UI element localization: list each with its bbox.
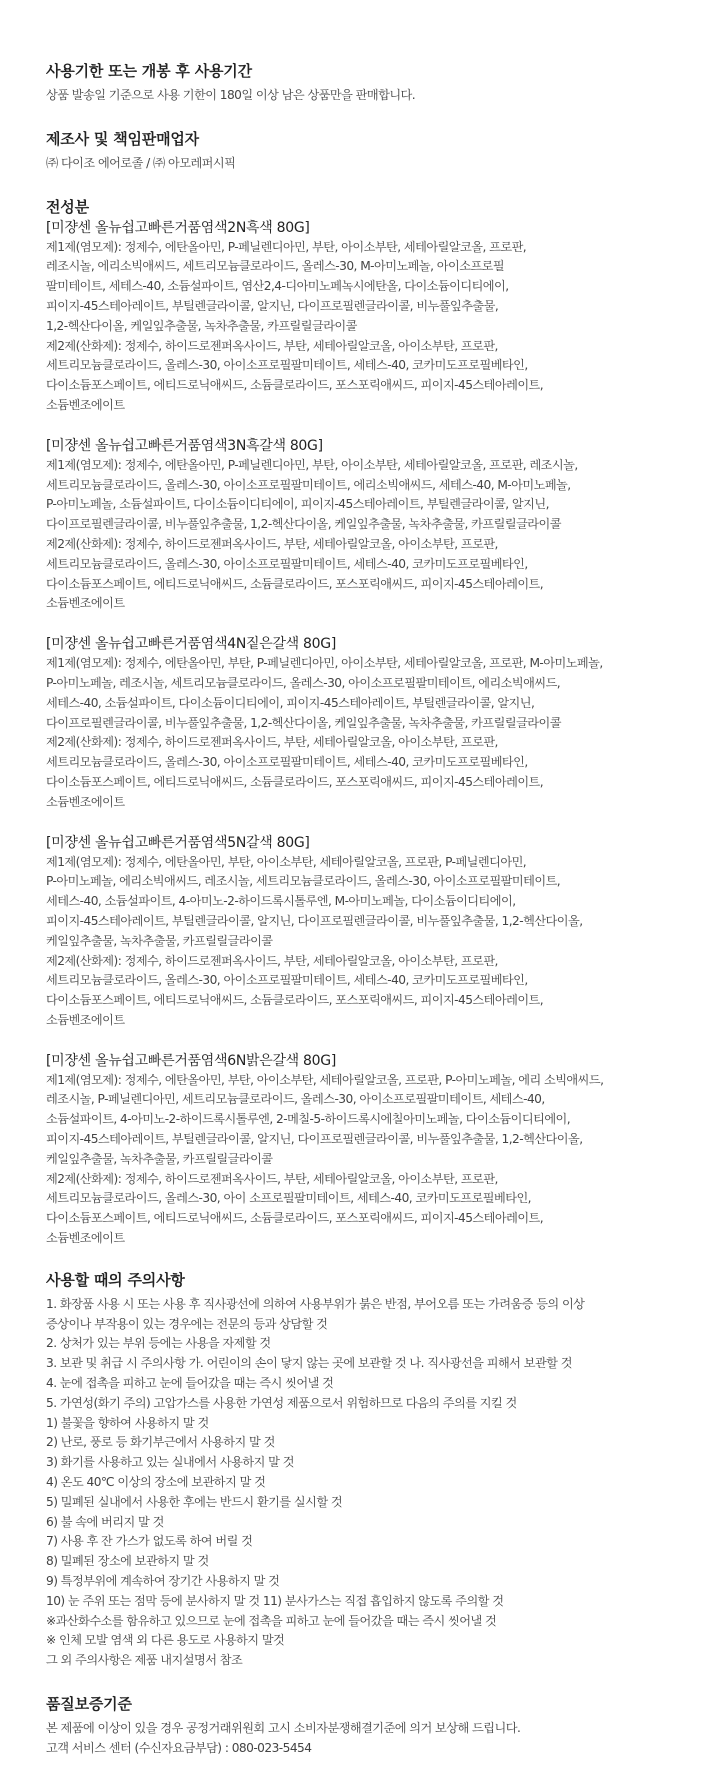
product-ingredients <box>46 436 690 614</box>
expiry-text: 상품 발송일 기준으로 사용 기한이 180일 이상 남은 상품만을 판매합니다. <box>46 88 416 102</box>
precautions-list <box>46 1295 690 1671</box>
ingredient-line: 세트리모늄클로라이드, 올레스-30, 아이소프로필팔미테이트, 세테스-40, 코카미도프로필베타인, <box>46 358 528 373</box>
ingredient-line: 다이프로필렌글라이콜, 비누풀잎추출물, 1,2-헥산다이올, 케일잎추출물, 녹차추출물, 카프릴릴글라이콜 <box>46 715 561 730</box>
precaution-line: ※ 인체 모발 염색 외 다른 용도로 사용하지 말것 <box>46 1633 285 1648</box>
precaution-line: 2) 난로, 풍로 등 화기부근에서 사용하지 말 것 <box>46 1435 275 1450</box>
ingredient-line: 제1제(염모제): 정제수, 에탄올아민, 부탄, 아이소부탄, 세테아릴알코올, 프로판, P-아미노페놀, 에리 소빅애씨드, <box>46 1072 604 1087</box>
ingredient-line: 제2제(산화제): 정제수, 하이드로젠퍼옥사이드, 부탄, 세테아릴알코올, 아이소부탄, 프로판, <box>46 338 498 353</box>
ingredient-line: 다이소듐포스페이트, 에티드로닉애씨드, 소듐클로라이드, 포스포릭애씨드, 피이지-45스테아레이트, <box>46 576 544 591</box>
precaution-line: 7) 사용 후 잔 가스가 없도록 하여 버릴 것 <box>46 1534 253 1549</box>
ingredient-line: 세테스-40, 소듐설파이트, 4-아미노-2-하이드록시톨루엔, M-아미노페놀, 다이소듐이디티에이, <box>46 894 516 909</box>
ingredient-line: 다이소듐포스페이트, 에티드로닉애씨드, 소듐클로라이드, 포스포릭애씨드, 피이지-45스테아레이트, <box>46 1211 544 1226</box>
ingredient-line: P-아미노페놀, 레조시놀, 세트리모늄클로라이드, 올레스-30, 아이소프로필팔미테이트, 에리소빅애씨드, <box>46 675 561 690</box>
ingredient-line: 케일잎추출물, 녹차추출물, 카프릴릴글라이콜 <box>46 1151 273 1166</box>
product-ingredients <box>46 833 690 1031</box>
product-title: [미쟝센 올뉴쉽고빠른거품염색2N흑색 80G] <box>46 219 310 236</box>
precaution-line: 증상이나 부작용이 있는 경우에는 전문의 등과 상담할 것 <box>46 1316 328 1331</box>
precaution-line: 9) 특정부위에 계속하여 장기간 사용하지 말 것 <box>46 1574 280 1589</box>
ingredient-line: 팔미테이트, 세테스-40, 소듐설파이트, 염산2,4-디아미노페녹시에탄올, 다이소듐이디티에이, <box>46 279 509 294</box>
ingredient-line: 다이소듐포스페이트, 에티드로닉애씨드, 소듐클로라이드, 포스포릭애씨드, 피이지-45스테아레이트, <box>46 993 544 1008</box>
product-ingredients <box>46 634 690 812</box>
ingredient-line: 제2제(산화제): 정제수, 하이드로젠퍼옥사이드, 부탄, 세테아릴알코올, 아이소부탄, 프로판, <box>46 1171 498 1186</box>
quality-section <box>46 1693 690 1759</box>
quality-line: 고객 서비스 센터 (수신자요금부담) : 080-023-5454 <box>46 1740 312 1755</box>
quality-list <box>46 1719 690 1759</box>
product-title: [미쟝센 올뉴쉽고빠른거품염색6N밝은갈색 80G] <box>46 1052 336 1069</box>
precaution-line: 5. 가연성(화기 주의) 고압가스를 사용한 가연성 제품으로서 위험하므로 다음의 주의를 지킬 것 <box>46 1395 517 1410</box>
precaution-line: 그 외 주의사항은 제품 내지설명서 참조 <box>46 1653 243 1668</box>
ingredient-line: 소듐벤조에이트 <box>46 1231 125 1246</box>
ingredient-line: 제1제(염모제): 정제수, 에탄올아민, P-페닐렌디아민, 부탄, 아이소부탄, 세테아릴알코올, 프로판, <box>46 239 527 254</box>
product-title: [미쟝센 올뉴쉽고빠른거품염색4N짙은갈색 80G] <box>46 636 336 653</box>
precaution-line: 3. 보관 및 취급 시 주의사항 가. 어린이의 손이 닿지 않는 곳에 보관할 것 나. 직사광선을 피해서 보관할 것 <box>46 1356 572 1371</box>
precaution-line: 1. 화장품 사용 시 또는 사용 후 직사광선에 의하여 사용부위가 붉은 반점, 부어오름 또는 가려움증 등의 이상 <box>46 1296 585 1311</box>
ingredient-line: 세트리모늄클로라이드, 올레스-30, 아이 소프로필팔미테이트, 세테스-40, 코카미도프로필베타인, <box>46 1191 532 1206</box>
ingredient-line: 세트리모늄클로라이드, 올레스-30, 아이소프로필팔미테이트, 세테스-40, 코카미도프로필베타인, <box>46 755 528 770</box>
ingredient-line: 피이지-45스테아레이트, 부틸렌글라이콜, 알지닌, 다이프로필렌글라이콜, 비누풀잎추출물, <box>46 298 499 313</box>
ingredient-line: 세트리모늄클로라이드, 올레스-30, 아이소프로필팔미테이트, 에리소빅애씨드, 세테스-40, M-아미노페놀, <box>46 477 571 492</box>
ingredient-line: 케일잎추출물, 녹차추출물, 카프릴릴글라이콜 <box>46 933 273 948</box>
ingredient-line: 소듐벤조에이트 <box>46 794 125 809</box>
precaution-line: 8) 밀폐된 장소에 보관하지 말 것 <box>46 1554 209 1569</box>
quality-heading: 품질보증기준 <box>46 1695 132 1713</box>
ingredients-heading: 전성분 <box>46 197 89 216</box>
precaution-line: ※과산화수소를 함유하고 있으므로 눈에 접촉을 피하고 눈에 들어갔을 때는 즉시 씻어낼 것 <box>46 1613 497 1628</box>
precaution-line: 1) 불꽃을 향하여 사용하지 말 것 <box>46 1415 209 1430</box>
quality-line: 본 제품에 이상이 있을 경우 공정거래위원회 고시 소비자분쟁해결기준에 의거 보상해 드립니다. <box>46 1721 521 1735</box>
expiry-section <box>46 60 690 106</box>
manufacturer-section <box>46 128 690 174</box>
ingredient-line: 1,2-헥산다이올, 케일잎추출물, 녹차추출물, 카프릴릴글라이콜 <box>46 318 357 333</box>
ingredient-line: 소듐설파이트, 4-아미노-2-하이드록시톨루엔, 2-메칠-5-하이드록시에칠아미노페놀, 다이소듐이디티에이, <box>46 1112 571 1127</box>
ingredient-line: 세테스-40, 소듐설파이트, 다이소듐이디티에이, 피이지-45스테아레이트, 부틸렌글라이콜, 알지닌, <box>46 695 535 710</box>
ingredient-line: 제2제(산화제): 정제수, 하이드로젠퍼옥사이드, 부탄, 세테아릴알코올, 아이소부탄, 프로판, <box>46 735 498 750</box>
ingredient-line: 다이프로필렌글라이콜, 비누풀잎추출물, 1,2-헥산다이올, 케일잎추출물, 녹차추출물, 카프릴릴글라이콜 <box>46 517 561 532</box>
expiry-heading: 사용기한 또는 개봉 후 사용기간 <box>46 62 252 80</box>
ingredient-line: 소듐벤조에이트 <box>46 1012 125 1027</box>
ingredient-line: 다이소듐포스페이트, 에티드로닉애씨드, 소듐클로라이드, 포스포릭애씨드, 피이지-45스테아레이트, <box>46 774 544 789</box>
manufacturer-text: ㈜ 다이조 에어로졸 / ㈜ 아모레퍼시픽 <box>46 155 236 170</box>
ingredient-line: 레조시놀, 에리소빅애씨드, 세트리모늄클로라이드, 올레스-30, M-아미노페놀, 아이소프로필 <box>46 259 505 274</box>
precaution-line: 2. 상처가 있는 부위 등에는 사용을 자제할 것 <box>46 1336 271 1351</box>
precaution-line: 6) 불 속에 버리지 말 것 <box>46 1514 164 1529</box>
ingredients-section <box>46 196 690 1249</box>
product-ingredients <box>46 1051 690 1249</box>
manufacturer-heading: 제조사 및 책임판매업자 <box>46 129 199 148</box>
ingredient-line: 레조시놀, P-페닐렌디아민, 세트리모늄클로라이드, 올레스-30, 아이소프로필팔미테이트, 세테스-40, <box>46 1092 545 1107</box>
product-list <box>46 218 690 1249</box>
precaution-line: 5) 밀폐된 실내에서 사용한 후에는 반드시 환기를 실시할 것 <box>46 1494 343 1509</box>
precaution-line: 3) 화기를 사용하고 있는 실내에서 사용하지 말 것 <box>46 1455 294 1470</box>
ingredient-line: 세트리모늄클로라이드, 올레스-30, 아이소프로필팔미테이트, 세테스-40, 코카미도프로필베타인, <box>46 973 528 988</box>
ingredient-line: 피이지-45스테아레이트, 부틸렌글라이콜, 알지닌, 다이프로필렌글라이콜, 비누풀잎추출물, 1,2-헥산다이올, <box>46 1132 583 1147</box>
ingredient-line: P-아미노페놀, 소듐설파이트, 다이소듐이디티에이, 피이지-45스테아레이트, 부틸렌글라이콜, 알지닌, <box>46 497 549 512</box>
ingredient-line: 제2제(산화제): 정제수, 하이드로젠퍼옥사이드, 부탄, 세테아릴알코올, 아이소부탄, 프로판, <box>46 953 498 968</box>
precaution-line: 4. 눈에 접촉을 피하고 눈에 들어갔을 때는 즉시 씻어낼 것 <box>46 1376 334 1391</box>
ingredient-line: 제1제(염모제): 정제수, 에탄올아민, 부탄, 아이소부탄, 세테아릴알코올, 프로판, P-페닐렌디아민, <box>46 854 527 869</box>
ingredient-line: 제1제(염모제): 정제수, 에탄올아민, P-페닐렌디아민, 부탄, 아이소부탄, 세테아릴알코올, 프로판, 레조시놀, <box>46 457 578 472</box>
precaution-line: 10) 눈 주위 또는 점막 등에 분사하지 말 것 11) 분사가스는 직접 흡입하지 않도록 주의할 것 <box>46 1593 504 1608</box>
ingredient-line: 소듐벤조에이트 <box>46 596 125 611</box>
precaution-line: 4) 온도 40℃ 이상의 장소에 보관하지 말 것 <box>46 1475 266 1490</box>
product-title: [미쟝센 올뉴쉽고빠른거품염색3N흑갈색 80G] <box>46 437 323 454</box>
ingredient-line: 제1제(염모제): 정제수, 에탄올아민, 부탄, P-페닐렌디아민, 아이소부탄, 세테아릴알코올, 프로판, M-아미노페놀, <box>46 656 603 671</box>
ingredient-line: 세트리모늄클로라이드, 올레스-30, 아이소프로필팔미테이트, 세테스-40, 코카미도프로필베타인, <box>46 556 528 571</box>
precautions-heading: 사용할 때의 주의사항 <box>46 1270 185 1289</box>
ingredient-line: 소듐벤조에이트 <box>46 397 125 412</box>
ingredient-line: 제2제(산화제): 정제수, 하이드로젠퍼옥사이드, 부탄, 세테아릴알코올, 아이소부탄, 프로판, <box>46 536 498 551</box>
ingredient-line: P-아미노페놀, 에리소빅애씨드, 레조시놀, 세트리모늄클로라이드, 올레스-30, 아이소프로필팔미테이트, <box>46 874 561 889</box>
ingredient-line: 다이소듐포스페이트, 에티드로닉애씨드, 소듐클로라이드, 포스포릭애씨드, 피이지-45스테아레이트, <box>46 378 544 393</box>
product-title: [미쟝센 올뉴쉽고빠른거품염색5N갈색 80G] <box>46 834 310 851</box>
ingredient-line: 피이지-45스테아레이트, 부틸렌글라이콜, 알지닌, 다이프로필렌글라이콜, 비누풀잎추출물, 1,2-헥산다이올, <box>46 913 583 928</box>
precautions-section <box>46 1269 690 1671</box>
product-ingredients <box>46 218 690 416</box>
